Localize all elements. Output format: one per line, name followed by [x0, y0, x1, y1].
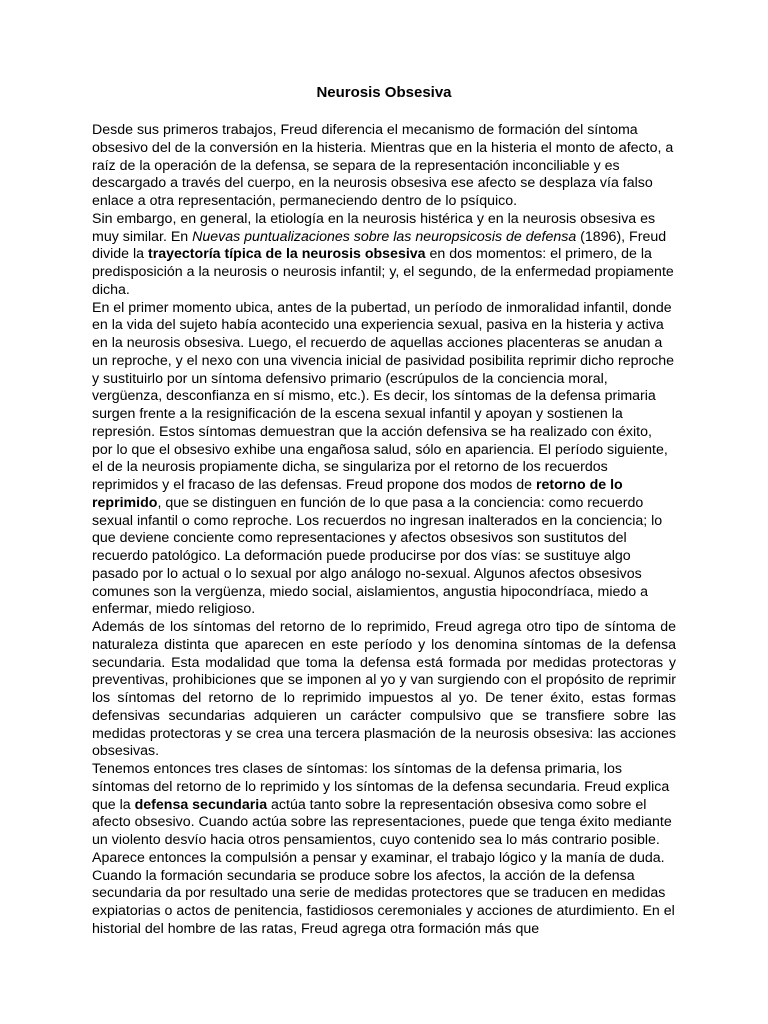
text-segment: recuerdo patológico. La deformación puede producirse por dos vías: se sustituye algo: [92, 548, 631, 564]
text-line: [92, 832, 676, 850]
bold-text: defensa secundaria: [134, 796, 268, 813]
text-segment: enfermar, miedo religioso.: [92, 601, 256, 618]
bold-text: reprimido: [92, 494, 158, 511]
text-line: [92, 921, 676, 939]
text-segment: Además de los síntomas del retorno de lo reprimido, Freud agrega otro tipo de síntoma de: [92, 619, 676, 635]
italic-text: Nuevas puntualizaciones sobre las neuropsicosis de defensa: [192, 228, 577, 245]
text-segment: secundaria da por resultado una serie de medidas protectores que se traducen en medidas: [92, 885, 666, 902]
text-line: [92, 903, 676, 921]
text-line: [92, 193, 676, 211]
page-title: Neurosis Obsesiva: [316, 84, 452, 101]
text-line: [92, 743, 676, 761]
text-segment: vergüenza, desconfianza en sí mismo, etc.). Es decir, los síntomas de la defensa primaria: [92, 388, 656, 405]
text-line: [92, 335, 676, 353]
text-segment: obsesivas.: [92, 743, 160, 760]
text-line: [92, 459, 676, 477]
text-segment: en la vida del sujeto había acontecido una experiencia sexual, pasiva en la histeria y activa: [92, 317, 664, 334]
text-line: [92, 513, 676, 531]
text-segment: raíz de la operación de la defensa, se separa de la representación inconciliable y es: [92, 157, 620, 174]
text-segment: reprimidos y el fracaso de las defensas. Freud propone dos modos de: [92, 477, 536, 493]
text-line: [92, 140, 676, 158]
text-line: [92, 388, 676, 406]
text-line: [92, 211, 676, 229]
text-segment: un violento desvío hacia otros pensamientos, cuyo contenido sea lo más contrario posible.: [92, 832, 660, 848]
text-segment: afecto obsesivo. Cuando actúa sobre las representaciones, puede que tenga éxito mediante: [92, 814, 672, 831]
text-line: [92, 690, 676, 708]
text-segment: surgen frente a la resignificación de la escena sexual infantil y apoyan y sostienen la: [92, 406, 623, 422]
text-segment: en dos momentos: el primero, de la: [425, 246, 652, 263]
text-segment: Desde sus primeros trabajos, Freud diferencia el mecanismo de formación del síntoma: [92, 122, 638, 138]
text-line: [92, 229, 676, 247]
text-segment: Sin embargo, en general, la etiología en la neurosis histérica y en la neurosis obsesiva es: [92, 210, 656, 227]
text-line: [92, 246, 676, 264]
text-segment: Cuando la formación secundaria se produce sobre los afectos, la acción de la defensa: [92, 867, 635, 884]
text-segment: muy similar. En: [92, 228, 193, 245]
text-line: [92, 371, 676, 389]
text-line: [92, 637, 676, 655]
text-segment: Aparece entonces la compulsión a pensar y examinar, el trabajo lógico y la manía de duda.: [92, 849, 665, 866]
text-segment: en la neurosis obsesiva. Luego, el recuerdo de aquellas acciones placenteras se anudan a: [92, 335, 663, 351]
text-line: [92, 353, 676, 371]
text-line: [92, 122, 676, 140]
text-line: [92, 300, 676, 318]
text-line: [92, 442, 676, 460]
text-segment: preventivas, prohibiciones que se imponen al yo y van surgiendo con el propósito de reprimir: [92, 672, 676, 689]
text-line: [92, 672, 676, 690]
text-segment: pasado por lo actual o lo sexual por algo análogo no-sexual. Algunos afectos obsesivos: [92, 565, 642, 582]
text-segment: los síntomas del retorno de lo reprimido impuestos al yo. De tener éxito, estas formas: [92, 690, 676, 706]
text-line: [92, 158, 676, 176]
bold-text: retorno de lo: [536, 477, 623, 493]
text-line: [92, 175, 676, 193]
text-segment: comunes son la vergüenza, miedo social, aislamientos, angustia hipocondríaca, miedo a: [92, 583, 648, 600]
text-line: [92, 797, 676, 815]
text-segment: , que se distinguen en función de lo que pasa a la conciencia: como recuerdo: [157, 494, 644, 511]
text-segment: expiatorias o actos de penitencia, fastidiosos ceremoniales y acciones de aturdimiento. En el: [92, 903, 675, 919]
text-line: [92, 619, 676, 637]
text-line: [92, 726, 676, 744]
text-segment: enlace a otra representación, permaneciendo dentro de lo psíquico.: [92, 193, 518, 209]
text-segment: por lo que el obsesivo exhibe una engañosa salud, sólo en apariencia. El período siguiente,: [92, 441, 668, 458]
text-line: [92, 424, 676, 442]
text-line: [92, 495, 676, 513]
text-line: [92, 477, 676, 495]
text-segment: divide la: [92, 246, 148, 263]
text-line: [92, 708, 676, 726]
text-line: [92, 584, 676, 602]
text-segment: actúa tanto sobre la representación obsesiva como sobre el: [267, 796, 647, 813]
text-segment: un reproche, y el nexo con una vivencia inicial de pasividad posibilita reprimir dicho reproche: [92, 352, 675, 369]
text-line: [92, 530, 676, 548]
text-segment: historial del hombre de las ratas, Freud agrega otra formación más que: [92, 920, 540, 937]
text-segment: descargado a través del cuerpo, en la neurosis obsesiva ese afecto se desplaza vía falso: [92, 175, 653, 192]
text-segment: sexual infantil o como reproche. Los recuerdos no ingresan inalterados en la conciencia; lo: [92, 512, 663, 529]
bold-text: trayectoría típica de la neurosis obsesiva: [148, 246, 426, 263]
text-line: [92, 264, 676, 282]
text-line: [92, 885, 676, 903]
text-line: [92, 548, 676, 566]
text-line: [92, 601, 676, 619]
text-segment: síntomas del retorno de lo reprimido y los síntomas de la defensa secundaria. Freud explica: [92, 778, 670, 795]
text-segment: que la: [92, 796, 135, 813]
text-line: [92, 779, 676, 797]
text-segment: naturaleza distinta que aparecen en este período y los denomina síntomas de la defensa: [92, 636, 676, 653]
text-segment: dicha.: [92, 281, 130, 298]
text-line: [92, 814, 676, 832]
text-segment: y sustituirlo por un síntoma defensivo primario (escrúpulos de la conciencia moral,: [92, 370, 608, 387]
text-line: [92, 282, 676, 300]
text-segment: el de la neurosis propiamente dicha, se singulariza por el retorno de los recuerdos: [92, 459, 608, 476]
text-segment: defensivas secundarias adquieren un carácter compulsivo que se transfiere sobre las: [92, 707, 676, 724]
text-line: [92, 566, 676, 584]
text-line: [92, 406, 676, 424]
text-segment: obsesivo del de la conversión en la histeria. Mientras que en la histeria el monto de afecto, a: [92, 139, 674, 156]
text-segment: medidas protectoras y se crea una tercera plasmación de la neurosis obsesiva: las acciones: [92, 725, 676, 742]
text-segment: (1896), Freud: [576, 228, 667, 245]
text-segment: En el primer momento ubica, antes de la pubertad, un período de inmoralidad infantil, donde: [92, 299, 672, 316]
text-segment: predisposición a la neurosis o neurosis infantil; y, el segundo, de la enfermedad propiamente: [92, 264, 674, 280]
text-segment: Tenemos entonces tres clases de síntomas: los síntomas de la defensa primaria, los: [92, 761, 622, 777]
text-line: [92, 655, 676, 673]
text-line: [92, 850, 676, 868]
text-segment: que deviene conciente como representaciones y afectos obsesivos son sustitutos del: [92, 530, 627, 547]
text-line: [92, 868, 676, 886]
document-body: [92, 122, 676, 939]
text-segment: secundaria. Esta modalidad que toma la defensa está formada por medidas protectoras y: [92, 654, 676, 671]
text-segment: represión. Estos síntomas demuestran que la acción defensiva se ha realizado con éxito,: [92, 423, 652, 440]
text-line: [92, 761, 676, 779]
text-line: [92, 317, 676, 335]
